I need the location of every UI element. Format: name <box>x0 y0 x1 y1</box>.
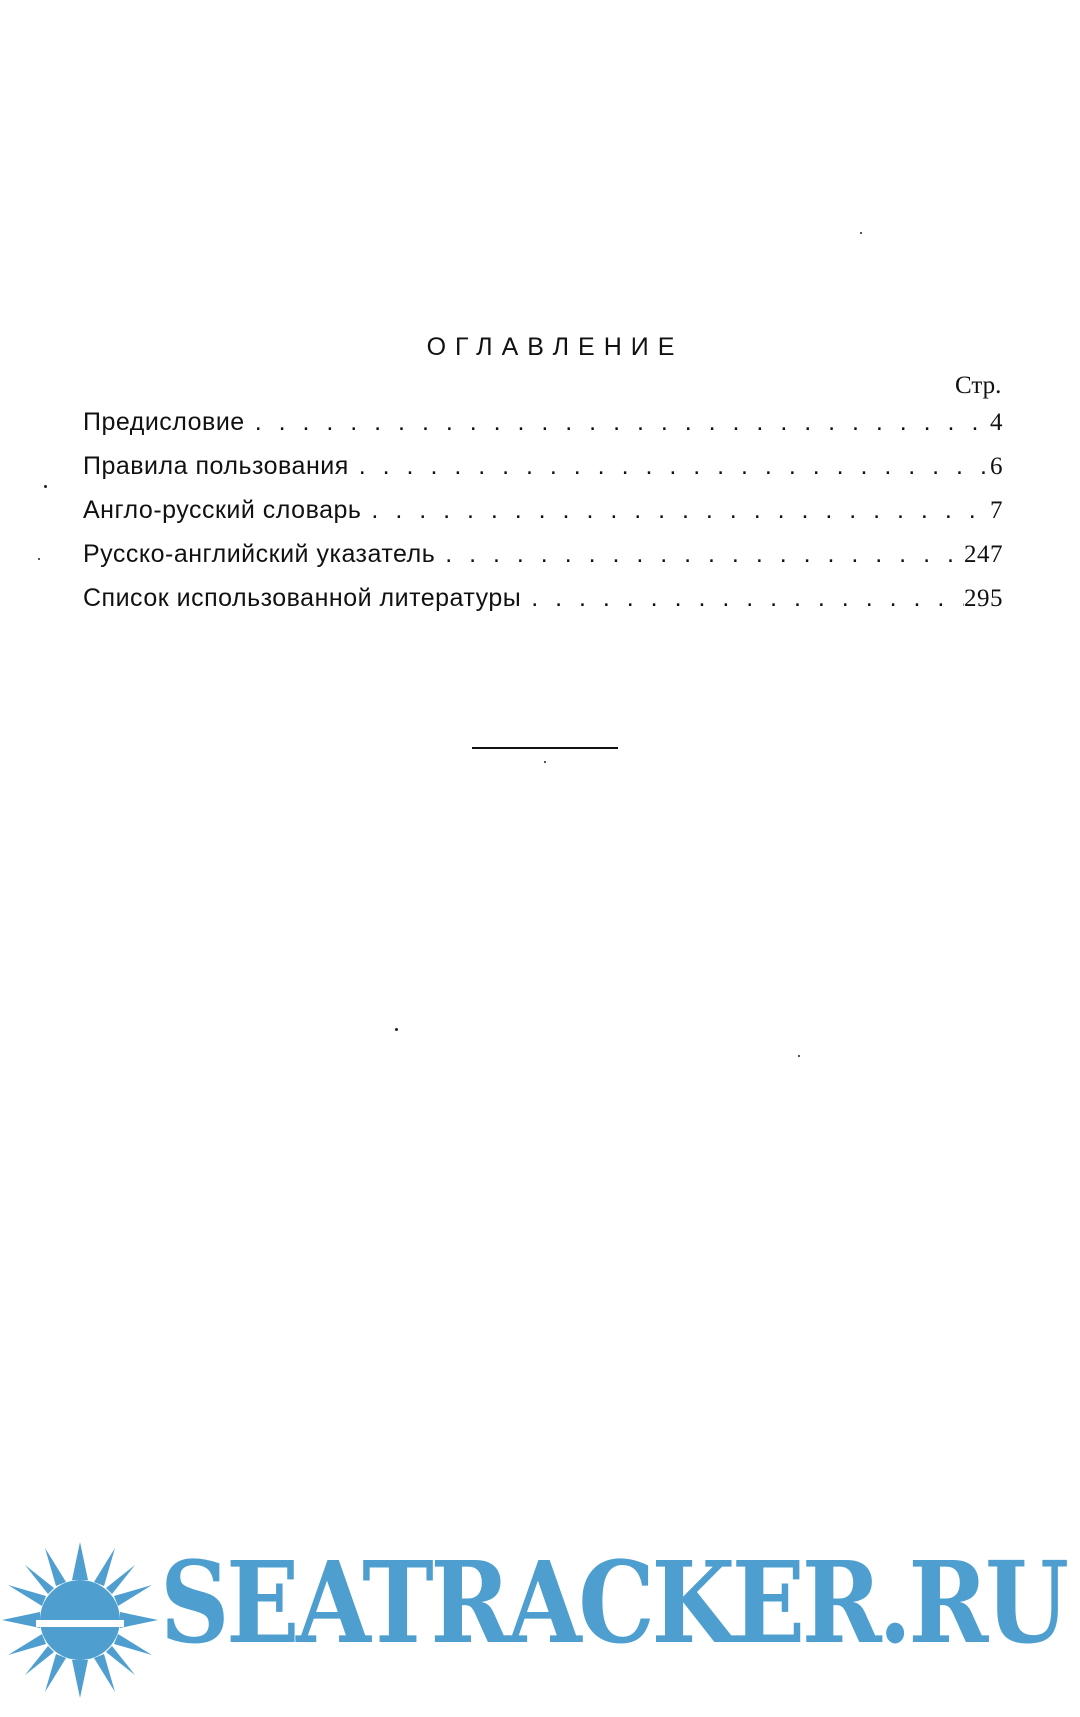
watermark-text: SEATRACKER.RU <box>160 1538 1066 1669</box>
toc-entry-page: 6 <box>990 453 1003 480</box>
toc-entry-page: 247 <box>964 541 1003 568</box>
page-column-label: Стр. <box>955 372 1002 399</box>
toc-dot-leader <box>359 452 986 481</box>
sun-icon <box>0 1540 160 1700</box>
toc-entry-label: Предисловие <box>83 408 245 436</box>
toc-entry-page: 7 <box>990 497 1003 524</box>
toc-entry-label: Правила пользования <box>83 452 349 480</box>
toc-dot-leader <box>371 496 986 525</box>
toc-dot-leader <box>531 584 964 613</box>
scan-speck <box>860 232 862 234</box>
toc-entry <box>83 408 1003 452</box>
scan-speck <box>395 1028 398 1031</box>
scan-speck <box>38 558 40 560</box>
toc-entry-label: Список использованной литературы <box>83 584 522 612</box>
toc-dot-leader <box>445 540 964 569</box>
toc-entry-label: Русско-английский указатель <box>83 540 436 568</box>
toc-list <box>83 408 1003 628</box>
watermark <box>0 1540 1080 1710</box>
scan-speck <box>44 485 47 488</box>
toc-entry <box>83 496 1003 540</box>
toc-entry <box>83 540 1003 584</box>
toc-dot-leader <box>255 408 983 437</box>
scan-speck <box>544 761 546 763</box>
toc-entry-page: 295 <box>964 585 1003 612</box>
toc-entry-page: 4 <box>990 409 1003 436</box>
scan-speck <box>798 1055 800 1057</box>
toc-title: ОГЛАВЛЕНИЕ <box>426 333 684 361</box>
toc-entry <box>83 584 1003 628</box>
toc-entry <box>83 452 1003 496</box>
toc-entry-label: Англо-русский словарь <box>83 496 362 524</box>
section-divider <box>472 747 618 749</box>
